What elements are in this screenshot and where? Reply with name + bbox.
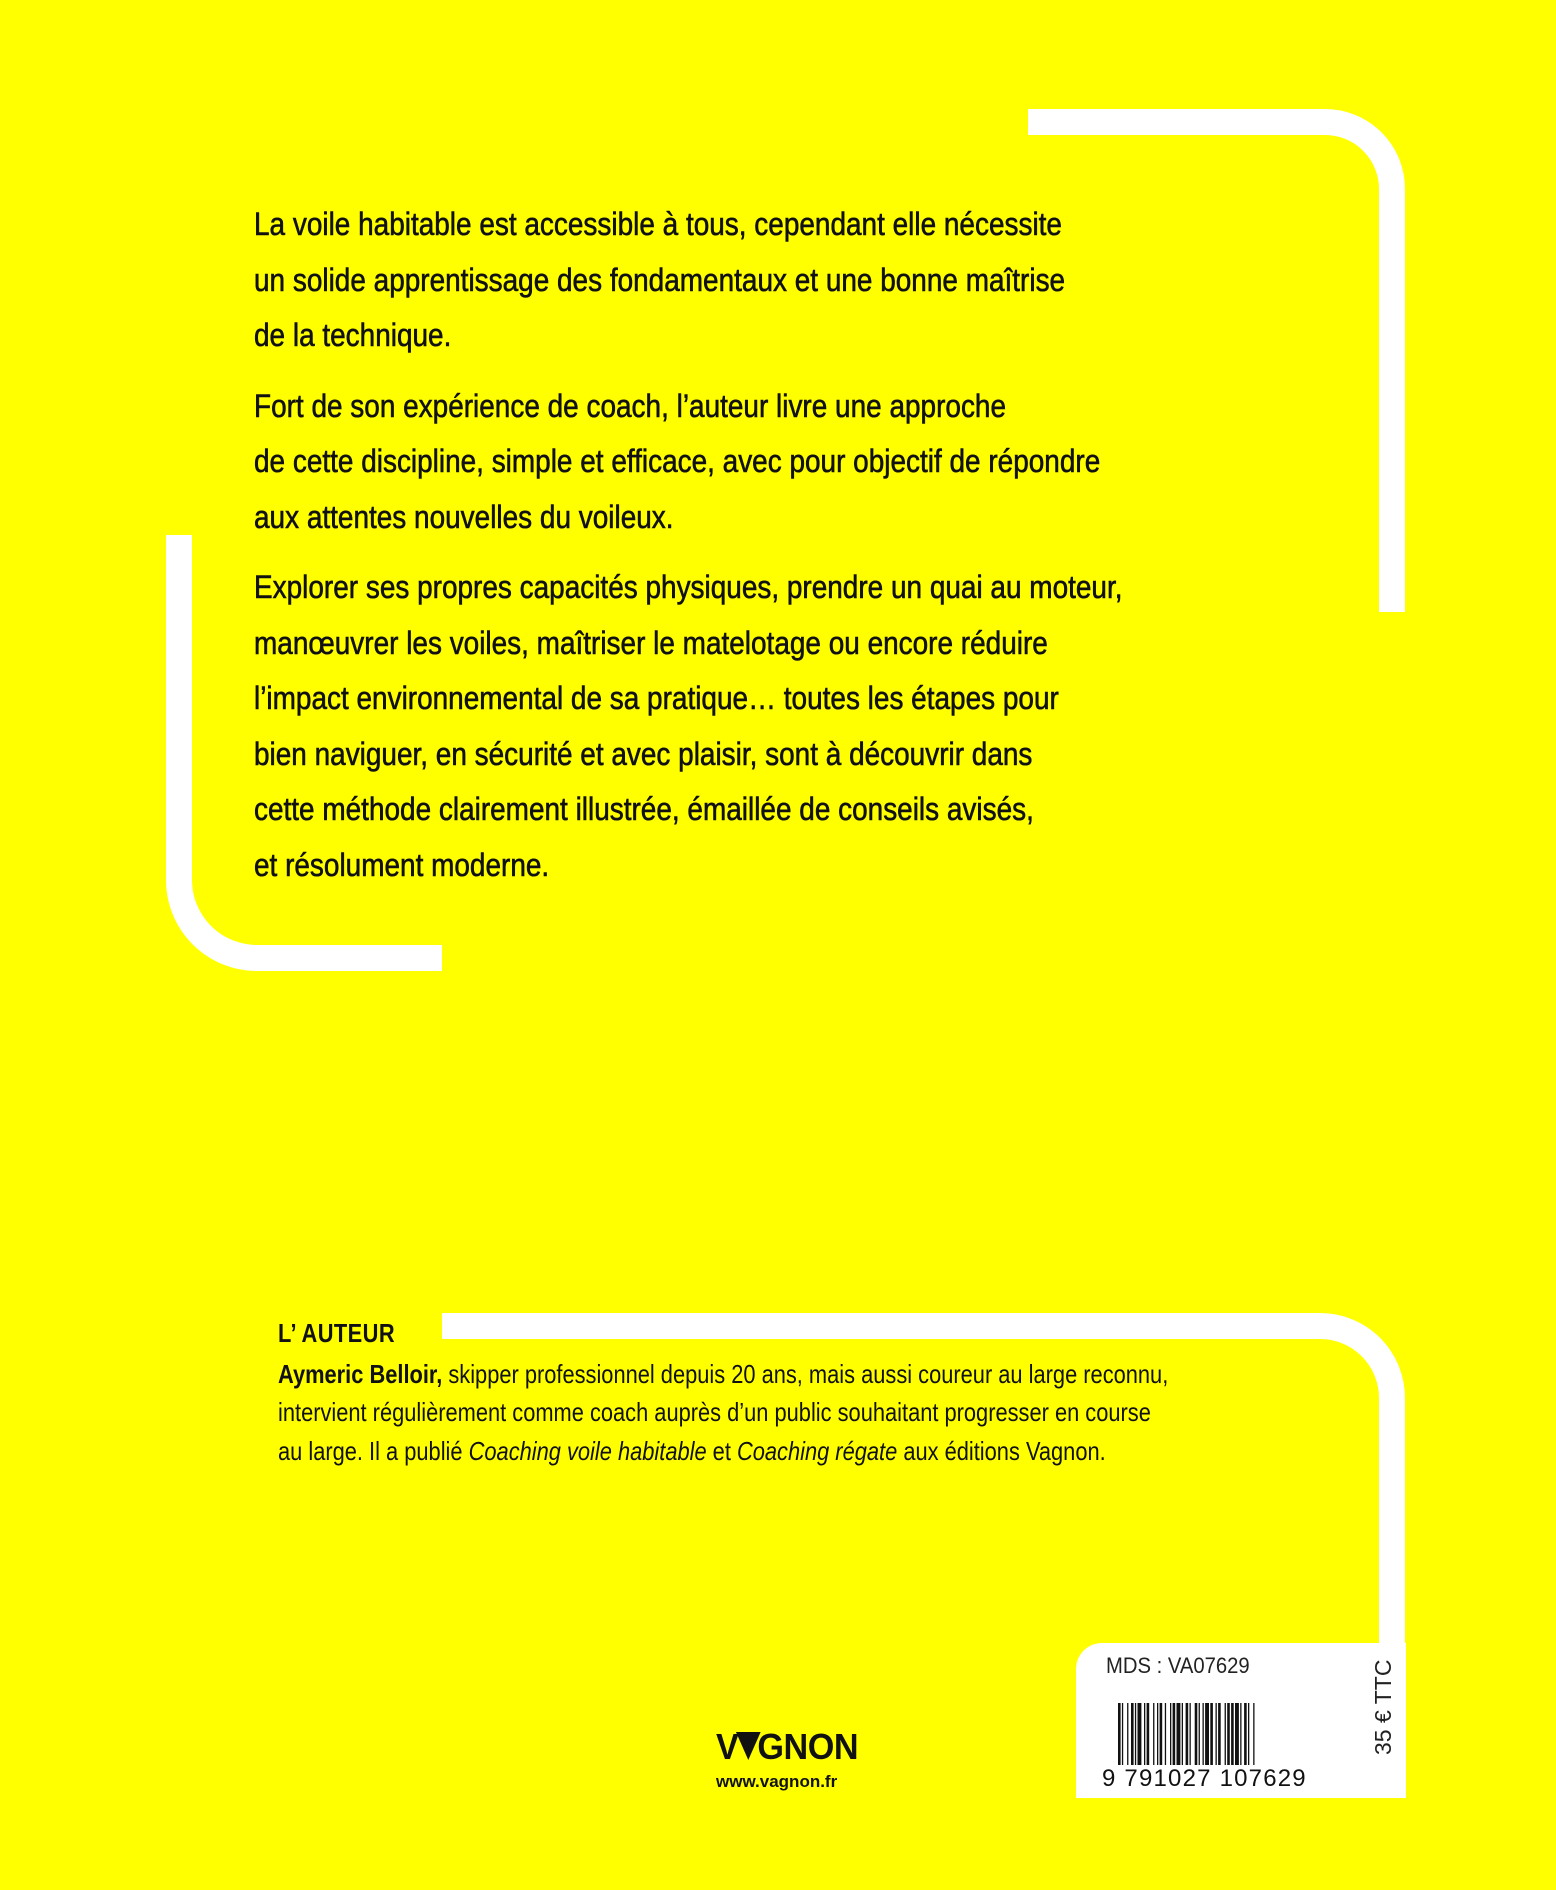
author-section: [278, 1314, 1185, 1470]
blurb-line: manœuvrer les voiles, maîtriser le matelotage ou encore réduire: [254, 624, 1048, 661]
blurb-line: Explorer ses propres capacités physiques, prendre un quai au moteur,: [254, 569, 1123, 605]
author-bio-text: skipper professionnel depuis 20 ans, mais aussi coureur au large reconnu,: [442, 1358, 1169, 1389]
author-bio-text: aux éditions Vagnon.: [897, 1435, 1106, 1466]
isbn-number: 9 791027 107629: [1102, 1765, 1307, 1792]
author-name: Aymeric Belloir,: [278, 1358, 443, 1389]
blurb-line: de cette discipline, simple et efficace, avec pour objectif de répondre: [254, 443, 1101, 479]
logo-triangle-icon: [735, 1732, 760, 1760]
blurb-line: bien naviguer, en sécurité et avec plaisir, sont à découvrir dans: [254, 735, 1033, 772]
blurb-line: l’impact environnemental de sa pratique… toutes les étapes pour: [254, 680, 1059, 716]
publisher-website: www.vagnon.fr: [716, 1772, 838, 1791]
author-bio-text: intervient régulièrement comme coach auprès d’un public souhaitant progresser en course: [278, 1397, 1151, 1427]
book-title: Coaching voile habitable: [468, 1435, 707, 1466]
blurb-line: aux attentes nouvelles du voileux.: [254, 498, 674, 535]
blurb-line: de la technique.: [254, 317, 452, 353]
mds-code: MDS : VA07629: [1106, 1653, 1250, 1678]
author-heading: L’ AUTEUR: [278, 1318, 396, 1348]
blurb-line: cette méthode clairement illustrée, émaillée de conseils avisés,: [254, 791, 1034, 827]
logo-text: GNON: [757, 1726, 859, 1767]
blurb-line: un solide apprentissage des fondamentaux et une bonne maîtrise: [254, 261, 1066, 298]
barcode-panel: [1076, 1643, 1406, 1798]
blurb-paragraph-3: [254, 560, 1166, 893]
author-bio-text: au large. Il a publié: [278, 1435, 469, 1466]
price-label: 35 € TTC: [1370, 1659, 1396, 1755]
author-bio-text: et: [706, 1435, 737, 1466]
author-bio: [278, 1355, 1185, 1471]
blurb-line: Fort de son expérience de coach, l’auteur livre une approche: [254, 387, 1007, 424]
blurb-line: et résolument moderne.: [254, 846, 550, 883]
blurb-line: La voile habitable est accessible à tous, cependant elle nécessite: [254, 206, 1062, 242]
back-cover-blurb: [254, 197, 1166, 908]
book-title: Coaching régate: [736, 1435, 898, 1466]
blurb-paragraph-1: [254, 197, 1166, 364]
blurb-paragraph-2: [254, 379, 1166, 546]
barcode-icon: [1118, 1703, 1368, 1765]
vagnon-logo: [716, 1726, 858, 1768]
logo-letter: V: [716, 1726, 739, 1767]
